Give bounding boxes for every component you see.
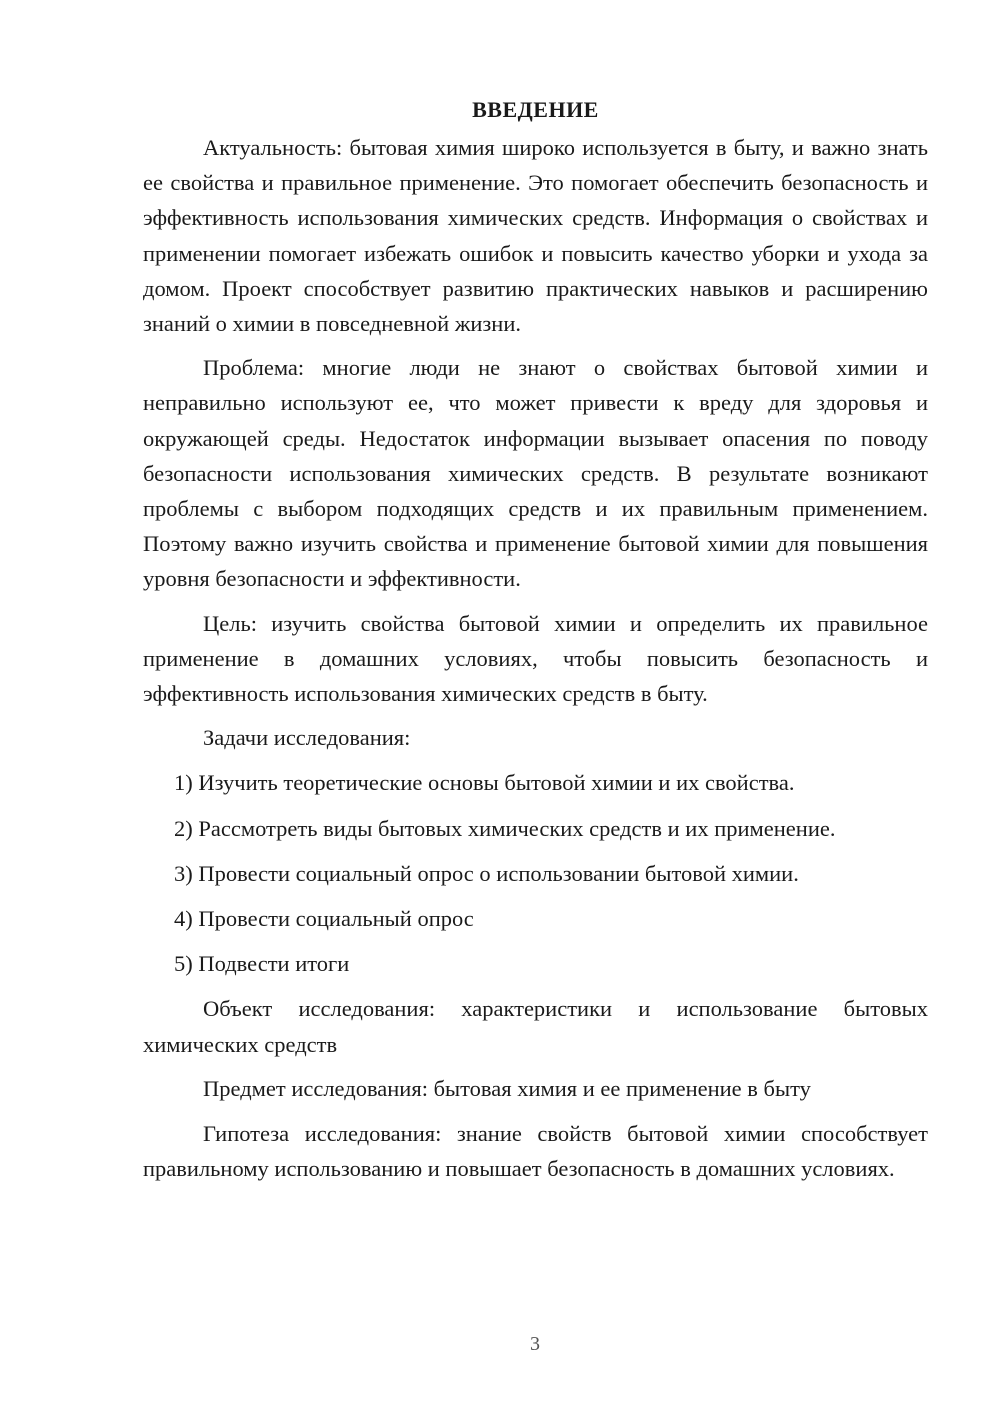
hypothesis-paragraph: Гипотеза исследования: знание свойств бытовой химии способствует правильному использованию и повышает безопасность в домашних условиях. — [143, 1121, 928, 1182]
subject-paragraph: Предмет исследования: бытовая химия и ее применение в быту — [203, 1075, 811, 1101]
document-page — [143, 92, 928, 1195]
task-item: 1) Изучить теоретические основы бытовой химии и их свойства. — [174, 770, 795, 796]
relevance-paragraph: Актуальность: бытовая химия широко используется в быту, и важно знать ее свойства и правильное применение. Это помогает обеспечить безопасность и эффективность использования химических средств. Информация о свойствах и применении помогает избежать ошибок и повысить качество уборки и ухода за домом. Проект способствует развитию практических навыков и расширению знаний о химии в повседневной жизни. — [143, 135, 928, 337]
task-item: 5) Подвести итоги — [174, 951, 350, 977]
problem-paragraph: Проблема: многие люди не знают о свойствах бытовой химии и неправильно используют ее, что может привести к вреду для здоровья и окружающей среды. Недостаток информации вызывает опасения по поводу безопасности использования химических средств. В результате возникают проблемы с выбором подходящих средств и их правильным применением. Поэтому важно изучить свойства и применение бытовой химии для повышения уровня безопасности и эффективности. — [143, 355, 928, 592]
section-title: ВВЕДЕНИЕ — [472, 97, 599, 122]
task-item: 3) Провести социальный опрос о использовании бытовой химии. — [174, 860, 799, 886]
tasks-list — [143, 765, 928, 981]
goal-paragraph: Цель: изучить свойства бытовой химии и определить их правильное применение в домашних условиях, чтобы повысить безопасность и эффективность использования химических средств в быту. — [143, 610, 928, 707]
task-item: 2) Рассмотреть виды бытовых химических средств и их применение. — [174, 815, 836, 841]
tasks-heading: Задачи исследования: — [203, 725, 411, 751]
object-paragraph: Объект исследования: характеристики и использование бытовых химических средств — [143, 996, 928, 1057]
page-number: 3 — [530, 1333, 540, 1355]
task-item: 4) Провести социальный опрос — [174, 906, 474, 932]
